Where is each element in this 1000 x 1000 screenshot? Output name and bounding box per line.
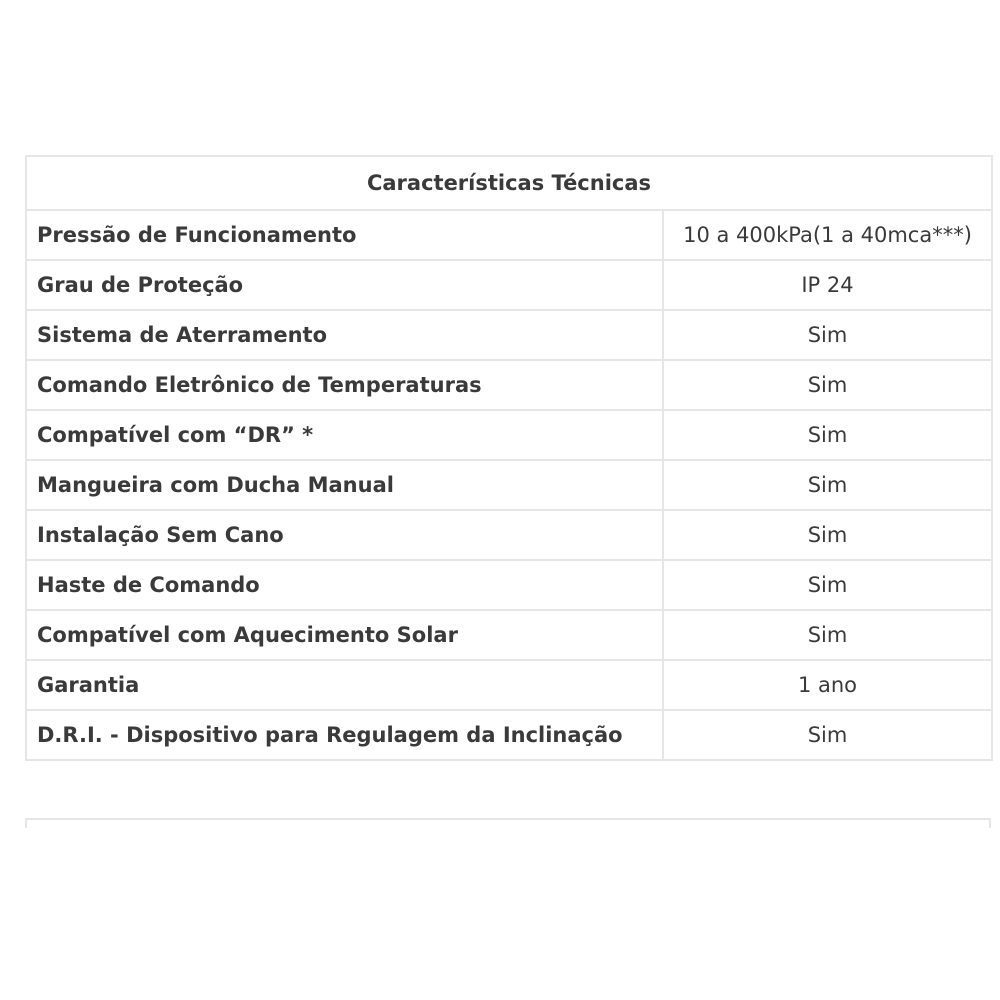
row-label: Instalação Sem Cano [26,510,663,560]
table-row [26,660,992,710]
second-table-right-border [989,818,991,828]
row-label: Pressão de Funcionamento [26,210,663,260]
second-table-left-border [25,818,27,828]
row-value: Sim [663,310,992,360]
table-row [26,610,992,660]
table-header-row [26,156,992,210]
table-title: Características Técnicas [26,156,992,210]
table-row [26,460,992,510]
row-label: D.R.I. - Dispositivo para Regulagem da Inclinação [26,710,663,760]
row-label: Garantia [26,660,663,710]
row-value: Sim [663,460,992,510]
row-label: Mangueira com Ducha Manual [26,460,663,510]
row-label: Compatível com “DR” * [26,410,663,460]
table-row [26,260,992,310]
row-value: Sim [663,360,992,410]
row-label: Haste de Comando [26,560,663,610]
row-label: Sistema de Aterramento [26,310,663,360]
table-row [26,360,992,410]
row-value: Sim [663,510,992,560]
specs-table [25,155,993,761]
row-value: Sim [663,410,992,460]
table-row [26,210,992,260]
row-value: 1 ano [663,660,992,710]
table-row [26,410,992,460]
row-label: Compatível com Aquecimento Solar [26,610,663,660]
row-value: 10 a 400kPa(1 a 40mca***) [663,210,992,260]
row-value: Sim [663,560,992,610]
table-row [26,560,992,610]
row-label: Comando Eletrônico de Temperaturas [26,360,663,410]
table-row [26,710,992,760]
row-value: Sim [663,610,992,660]
row-value: Sim [663,710,992,760]
table-row [26,310,992,360]
row-label: Grau de Proteção [26,260,663,310]
row-value: IP 24 [663,260,992,310]
second-table-top-border [25,818,991,820]
table-row [26,510,992,560]
